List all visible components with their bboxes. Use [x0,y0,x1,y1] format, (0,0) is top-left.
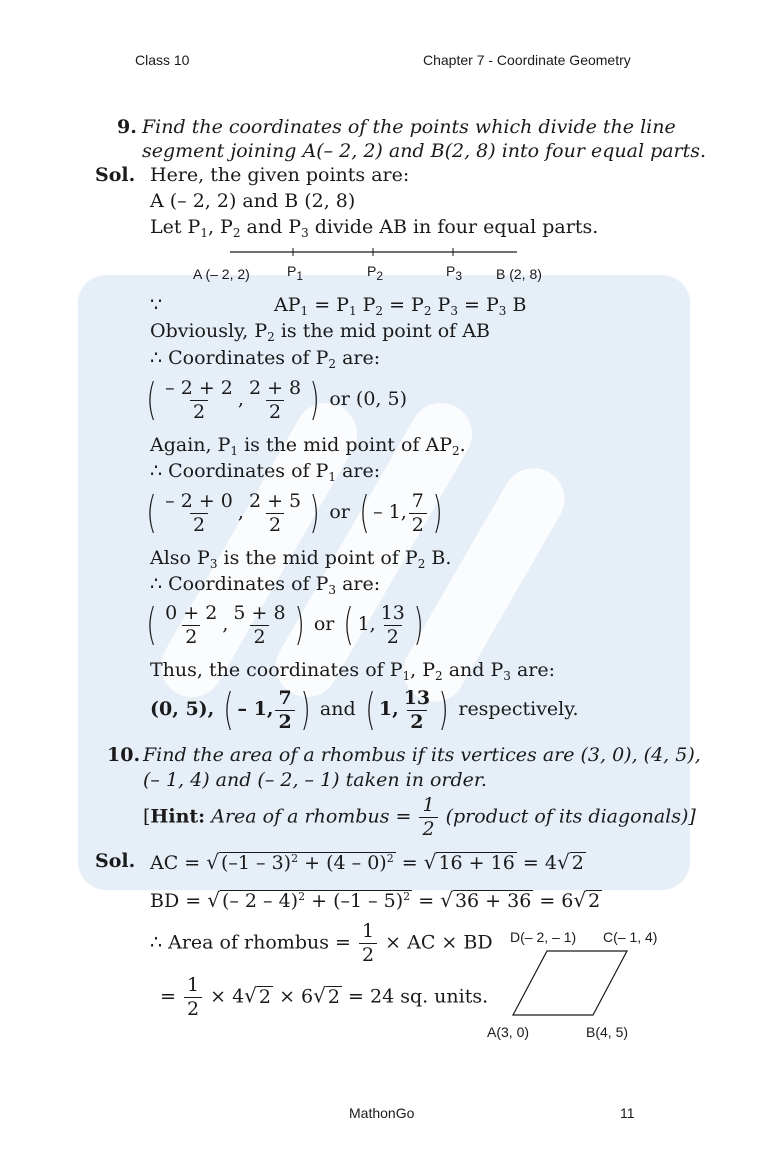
rhombus-label-c: C(– 1, 4) [603,929,658,945]
bd-equation: BD = √ (– 2 – 4)$^2$ + (–1 – 5)$^2$ = √ 36 + 36 = 6√ 2 [150,888,601,912]
footer-brand: MathonGo [349,1105,415,1121]
rhombus-label-b: B(4, 5) [586,1024,629,1040]
q10-number: 10. [107,744,141,766]
sol9-label: Sol. [95,164,136,186]
because-symbol: ∵ [150,294,163,316]
again-line: Again, $P_1$ is the mid point of $AP_2$. [150,434,466,458]
area-result: = $\frac{1}{2}$ × 4√ 2 × 6√ 2 = 24 sq. units. [160,974,489,1020]
sol10-label: Sol. [95,850,136,872]
ap-equation: $AP_1 = P_1$ $P_2 = P_2$ $P_3 = P_3$ B [274,294,527,318]
q10-line2: (– 1, 4) and (– 2, – 1) taken in order. [143,769,487,791]
coord-p1-line: ∴ Coordinates of $P_1$ are: [150,460,381,484]
q9-line2: segment joining A(– 2, 2) and B(2, 8) into four equal parts. [142,140,707,162]
diagram-label-p3: $P_3$ [446,263,463,283]
rhombus-diagram [505,948,645,1020]
sol9-line3: Let $P_1$, $P_2$ and $P_3$ divide AB in four equal parts. [150,216,599,240]
ac-equation: AC = √ (–1 – 3)$^2$ + (4 – 0)$^2$ = √ 16 + 16 = 4√ 2 [150,850,584,874]
p3-fraction-expr: ( $\frac{0 + 2}{2}$ , $\frac{5 + 8}{2}$ ) or ( 1, $\frac{13}{2}$ ) [146,599,424,650]
rhombus-label-d: D(– 2, – 1) [510,929,577,945]
q10-hint: [Hint: Area of a rhombus = $\frac{1}{2}$ (product of its diagonals)] [143,794,696,840]
q9-final-answer: (0, 5), ( – 1, $\frac{7}{2}$ ) and ( 1, $\frac{13}{2}$ ) respectively. [150,684,579,735]
page-number: 11 [620,1105,635,1121]
p1-fraction-expr: ( $\frac{- 2 + 0}{2}$ , $\frac{2 + 5}{2}$ ) or ( – 1, $\frac{7}{2}$ ) [146,487,443,538]
header-chapter: Chapter 7 - Coordinate Geometry [423,52,631,68]
segment-diagram [225,244,525,264]
coord-p3-line: ∴ Coordinates of $P_3$ are: [150,573,381,597]
q10-line1: Find the area of a rhombus if its vertices are (3, 0), (4, 5), [143,744,701,766]
area-equation: ∴ Area of rhombus = $\frac{1}{2}$ × AC × BD [150,920,493,966]
rhombus-label-a: A(3, 0) [487,1024,530,1040]
thus-line: Thus, the coordinates of $P_1$, $P_2$ and $P_3$ are: [150,659,556,683]
q9-number: 9. [117,116,137,138]
diagram-label-p2: $P_2$ [367,263,384,283]
diagram-label-a: A (– 2, 2) [193,266,250,282]
header-class: Class 10 [135,52,190,68]
diagram-label-p1: $P_1$ [287,263,304,283]
p2-fraction-expr: ( $\frac{- 2 + 2}{2}$ , $\frac{2 + 8}{2}$ ) or (0, 5) [146,374,408,425]
also-line: Also $P_3$ is the mid point of $P_2$ B. [150,547,452,571]
obviously-line: Obviously, $P_2$ is the mid point of AB [150,320,490,344]
diagram-label-b: B (2, 8) [496,266,542,282]
q9-line1: Find the coordinates of the points which divide the line [142,116,676,138]
sol9-line2: A (– 2, 2) and B (2, 8) [150,190,356,212]
coord-p2-line: ∴ Coordinates of $P_2$ are: [150,347,381,371]
sol9-line1: Here, the given points are: [150,164,410,186]
